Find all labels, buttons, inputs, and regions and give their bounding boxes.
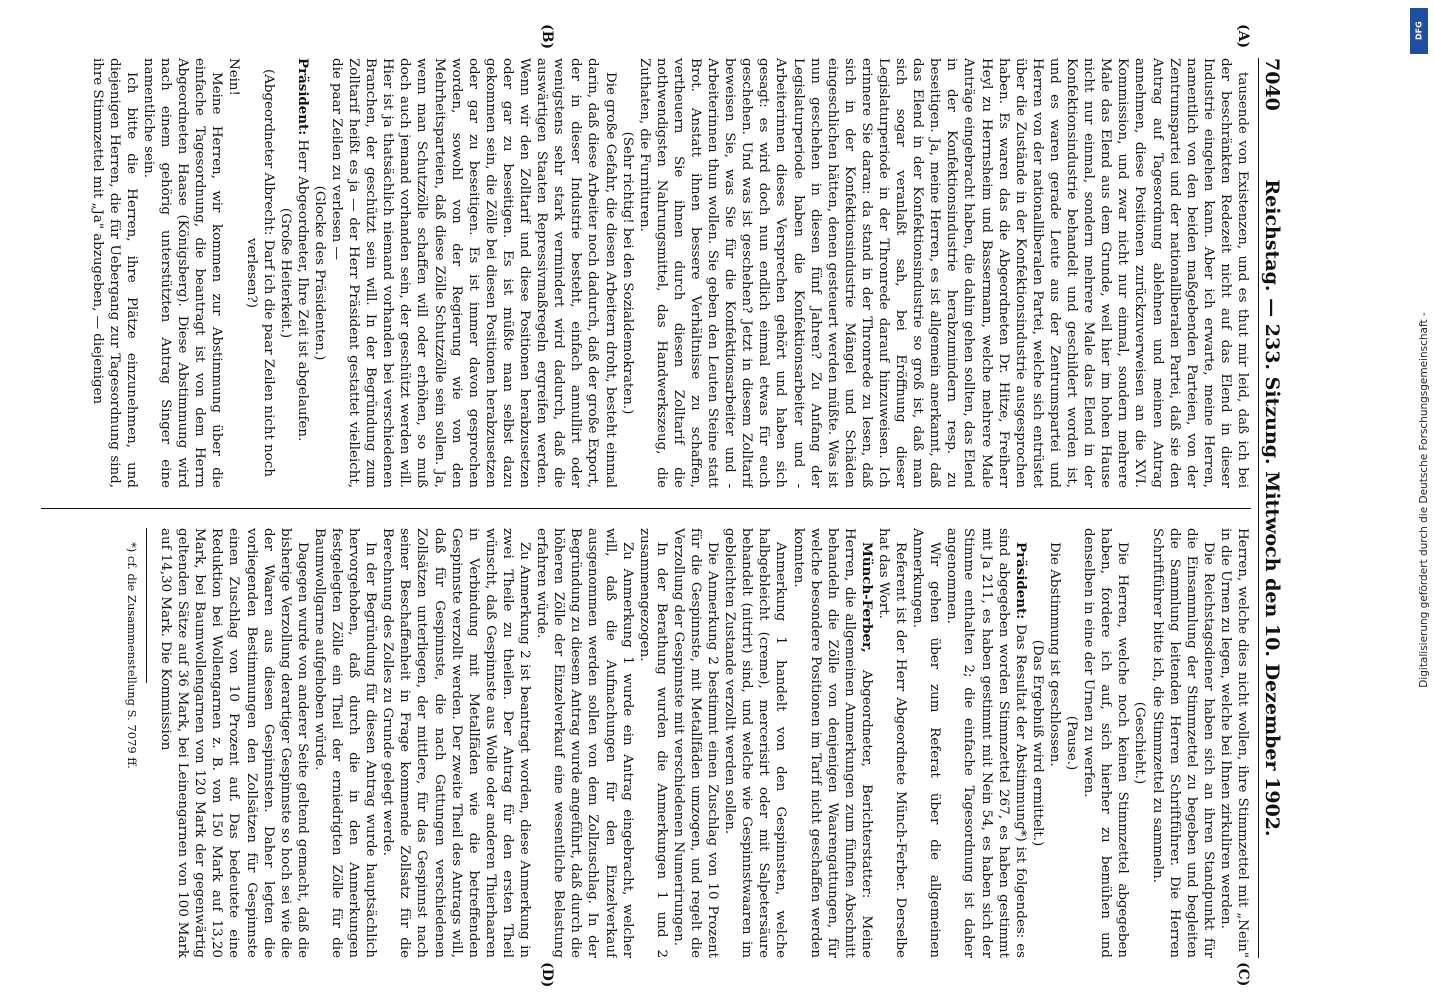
speaker-label: Präsident: [1012,542,1029,620]
margin-marker-c: (C) [1235,962,1251,987]
dfg-logo: DFG [1410,8,1428,54]
right_column-paragraph: Die Reichstagsdiener haben sich an ihren Standpunkt für die Einsammlung der Stimmzettel zu begeben und begleiten die Sammlung leitenden Herren Schriftführer. Die Herren Schriftführer bitte ich, die Stimmzettel zu sammeln. [1149,528,1216,958]
margin-marker-a: (A) [1235,24,1251,49]
left_column-paragraph: (Abgeordneter Albrecht: Darf ich die paar Zeilen nicht noch verlesen?) [243,69,276,477]
right_column-paragraph: (Pause.) [1064,715,1080,771]
footnote-rule [146,528,147,683]
left_column-paragraph: Nein! [226,58,242,96]
right_column-paragraph: In der Berathung wurden die Anmerkungen 1 und 2 zusammengezogen. [636,528,669,958]
digitization-note-text: Digitalisierung gefördert durch die Deutsche Forschungsgemeinschaft - [1418,312,1430,688]
left_column-paragraph: (Sehr richtig! bei den Sozialdemokraten.) [619,131,635,415]
right_column-paragraph: Anmerkung 1 handelt von den Gespinnsten, welche halbgebleicht (creme), mercerisirt oder mit Salpetersäure behandelt (nitrirt) sind, und welche wie Gespinnstwaaren im gebleichten Zustande verzollt werden sollen. [722,528,789,958]
left_column-paragraph: tausende von Existenzen, und es thut mir leid, daß ich bei der beschränkten Redezeit nicht auf das Elend in dieser Industrie eingehen kann. Aber ich erwarte, meine Herren, namentlich von den beiden maßgebenden Parteien, von der Zentrumspartei und der nationalliberalen Partei, daß sie den Antrag auf Tagesordnung ablehnen und meinen Antrag annehmen, diese Positionen zurückzuverweisen an die XVI. Kommission, und zwar nicht nur einmal, sondern mehrere Male das Elend aus dem Grunde, weil hier im hohen Hause nicht nur einmal, sondern mehrere Male das Elend in der Konfektionsindustrie behandelt und geschildert worden ist, und es waren gerade Leute aus der Zentrumspartei und Herren von der nationalliberalen Partei, welche sich entrüstet über die Zustände in der Konfektionsindustrie ausgesprochen haben. Es waren das die Abgeordneten Dr. Hitze, Freiherr Heyl zu Herrnsheim und Bassermann, welche mehrere Male Anträge eingebracht haben, die dahin gehen sollten, das Elend in der Konfektionsindustrie herabzumindern resp. zu beseitigen. Ja, meine Herren, es ist allgemein anerkannt, daß das Elend in der Konfektionsindustrie so groß ist, daß man sich sogar veranlaßt sah, bei Eröffnung dieser Legislaturperiode in der Thronrede darauf hinzuweisen. Ich erinnere Sie daran: da stand in der Thronrede zu lesen, daß sich in der Konfektionsindustrie Mängel und Schäden eingeschlichen hätten, denen gesteuert werden müßte. Was ist nun geschehen in diesen fünf Jahren? Zu Anfang der Legislaturperiode haben die Konfektionsarbeiter und -Arbeiterinnen dieses Versprechen gehört und haben sich gesagt: es wird doch nun endlich einmal etwas für euch geschehen. Und was ist geschehen? Jetzt in diesem Zolltarif beweisen Sie, was Sie für die Konfektionsarbeiter und -Arbeiterinnen thun wollen. Sie geben den Leuten Steine statt Brot. Anstatt ihnen bessere Verhältnisse zu schaffen, vertheuern Sie ihnen durch diesen Zolltarif die nothwendigsten Nahrungsmittel, das Handwerkszeug, die Zuthaten, die Furnituren. [636,58,1250,488]
left-column [51,58,1251,488]
right_column-paragraph: Herren, welche dies nicht wollen, ihre Stimmzettel mit „Nein" in die Urnen zu legen, welche bei Ihnen zirkuliren werden. [1217,528,1250,958]
right_column-paragraph: (Das Ergebniß wird ermittelt.) [1029,639,1045,847]
right-column [51,528,1251,958]
right_column-paragraph: (Geschieht.) [1132,701,1148,785]
right_column-paragraph: Präsident: Das Resultat der Abstimmung*) ist folgendes: es sind abgegeben worden Stimmzettel 267, es haben gestimmt mit Ja 211, es haben gestimmt mit Nein 54, es haben sich der Stimme enthalten 2; die einfache Tagesordnung ist daher angenommen. [944,528,1029,958]
left_column-paragraph: (Glocke des Präsidenten.) [311,185,327,361]
digitization-note [1408,0,1430,1000]
right_column-paragraph: Die Abstimmung ist geschlossen. [1046,542,1062,767]
left_column-paragraph: Ich bitte die Herren, ihre Plätze einzunehmen, und diejenigen Herren, die für Uebergang zur Tagesordnung sind, ihre Stimmzettel mit „Ja" abzugeben, — diejenigen [89,58,139,488]
left_column-paragraph: Die große Gefahr, die diesen Arbeitern droht, besteht einmal darin, daß diese Arbeiter noch dadurch, daß der große Export, der in dieser Industrie besteht, einfach annullirt oder wenigstens sehr stark vermindert wird dadurch, daß die auswärtigen Staaten Repressivmaßregeln ergreifen werden. Wenn wir den Zolltarif und diese Positionen herabzusetzen oder gar zu beseitigen. Es ist müßte man selbst dazu gekommen sein, die Zölle bei diesen Positionen herabzusetzen oder gar zu beseitigen. Es ist immer davon gesprochen worden, sowohl von der Regierung wie von den Mehrheitsparteien, daß diese Zölle Schutzzölle sein sollen. Ja, wenn man Schutzzölle schaffen will oder erhöhen, so muß doch auch jemand vorhanden sein, der geschützt werden will. Hier ist ja thatsächlich niemand vorhanden bei verschiedenen Branchen, der geschützt sein will. In der Begründung zum Zolltarif heißt es ja — der Herr Präsident gestattet vielleicht, die paar Zeilen zu verlesen — [329,58,618,488]
footnote: *) cf. die Zusammenstellung S. 7079 ff. [125,542,139,769]
right_column-paragraph: Wir gehen über zum Referat über die allgemeinen Anmerkungen. [910,528,943,958]
column-divider [41,508,1251,509]
right_column-paragraph: Die Herren, welche noch keinen Stimmzettel abgegeben haben, fordere ich auf, sich hierher zu bemühen und denselben in eine der Urnen zu werfen. [1081,528,1131,958]
right_column-paragraph: Münch-Ferber, Abgeordneter, Berichterstatter: Meine Herren, die allgemeinen Anmerkungen zum fünften Abschnitt behandeln die Zölle von denjenigen Waarengattungen, für welche besondere Positionen im Tarif nicht geschaffen werden konnten. [790,528,875,958]
right_column-paragraph: In der Begründung für diesen Antrag wurde hauptsächlich hervorgehoben, daß durch die in den Anmerkungen festgelegten Zölle ein Theil der erniedrigten Zölle für die Baumwollgarne aufgehoben würde. [311,528,379,958]
right_column-paragraph: Zu Anmerkung 1 wurde ein Antrag eingebracht, welcher will, daß die Aufmachungen für den Einzelverkauf ausgenommen werden sollen von dem Zollzuschlag. In der Begründung zu diesem Antrag wurde angeführt, daß durch die höheren Zölle der Einzelverkauf eine wesentliche Belastung erfahren würde. [534,528,635,958]
right_column-paragraph: Die Anmerkung 2 bestimmt einen Zuschlag von 10 Prozent für die Gespinnste, mit Metallfäden umzogen, und regelt die Verzollung der Gespinnste mit verschiedenen Numerirungen. [670,528,721,958]
speaker-label: Präsident: [294,58,311,136]
margin-marker-d: (D) [539,962,555,988]
right_column-paragraph: Referent ist der Herr Abgeordnete Münch-Ferber. Derselbe hat das Wort. [876,528,909,958]
left_column-paragraph: Präsident: Herr Abgeordneter, Ihre Zeit ist abgelaufen. [294,58,311,442]
right_column-paragraph: Zu Anmerkung 2 ist beantragt worden, diese Anmerkung in zwei Theile zu theilen. Der Antrag für den ersten Theil wünscht, daß Gespinnste aus Wolle oder anderen Thierhaaren in Verbindung mit Metallfäden wie die betreffenden Gespinnste verzollt werden. Der zweite Theil des Antrags will, daß für Gespinnste, die nach Gattungen verschiedenen Zollsätzen unterliegen, der mittlere, für das Gespinnst nach seiner Beschaffenheit in Frage kommende Zollsatz für die Berechnung des Zolles zu Grunde gelegt werde. [380,528,533,958]
right_column-paragraph: Dagegen wurde von anderer Seite geltend gemacht, daß die bisherige Verzollung derartiger Gespinnste so hoch sei wie die der Waaren aus diesen Gespinnsten. Daher legten die vorliegenden Bestimmungen den Zollsätzen für Gespinnste einen Zuschlag von 10 Prozent auf. Das bedeutete eine Reduktion bei Wollengarnen z. B. von 150 Mark auf 13,20 Mark, bei Baumwollengarnen von 120 Mark der gegenwärtig geltenden Sätze auf 36 Mark, bei Leinengarnen von 100 Mark auf 14,30 Mark. Die Kommission [158,528,310,958]
margin-marker-b: (B) [539,24,555,50]
page-title: Reichstag. — 233. Sitzung. Mittwoch den 10. Dezember 1902. [1261,179,1283,837]
page-header [1258,58,1283,958]
left_column-paragraph: Meine Herren, wir kommen zur Abstimmung über die einfache Tagesordnung, die beantragt ist von dem Herrn Abgeordneten Haase (Königsberg). Diese Abstimmung wird nach einem gehörig unterstützten Antrag Singer eine namentliche sein. [141,58,225,488]
speaker-label: Münch-Ferber, [858,542,875,653]
page-number: 7040 [1261,58,1283,111]
left_column-paragraph: (Große Heiterkeit.) [277,207,293,339]
